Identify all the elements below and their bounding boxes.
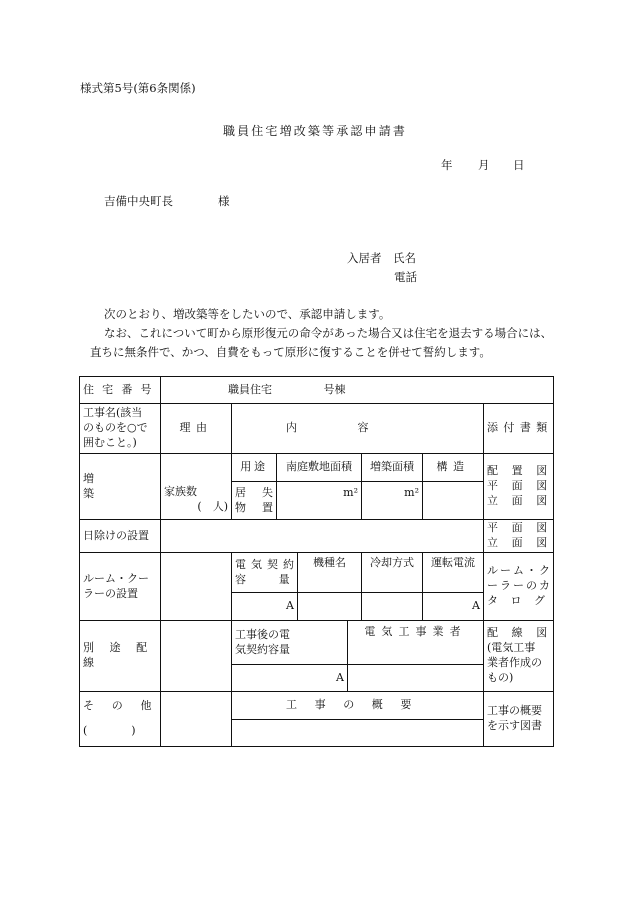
shade-attachments: 平面図 立面図 [484,520,554,553]
reason-header: 理由 [161,404,232,454]
wiring-reason[interactable] [161,621,232,692]
shade-content[interactable] [161,520,484,553]
row-column-headers [80,404,554,454]
date-day-label: 日 [513,158,525,172]
model-name-header: 機種名 [298,553,362,593]
post-work-contract-value[interactable]: A [232,665,348,692]
body-text-line-1: 次のとおり、増改築等をしたいので、承認申請します。 [104,307,391,321]
electrician-header: 電気工事業者 [348,621,484,665]
elec-contract-header: 電気契約 容量 [232,553,298,593]
row-extension-top [80,454,554,482]
other-reason[interactable] [161,692,232,747]
application-form-table [79,376,554,747]
other-label: その他 ( ) [80,692,161,747]
body-text-line-3: 直ちに無条件で、かつ、自費をもって原形に復することを併せて誓約します。 [90,345,491,359]
south-garden-area-header: 南庭敷地面積 [277,454,362,482]
row-wiring-top [80,621,554,665]
usage-header: 用途 [232,454,277,482]
row-house-number [80,377,554,404]
house-number-suffix: 号棟 [323,382,346,396]
post-work-contract-header: 工事後の電 気契約容量 [232,621,348,665]
shade-label: 日除けの設置 [80,520,161,553]
content-header: 内容 [232,404,484,454]
aircon-attachments: ルーム・ク ーラーのカ タログ [484,553,554,621]
row-other-top [80,692,554,720]
structure-header: 構造 [423,454,484,482]
cooling-method-value[interactable] [362,593,423,621]
body-text-line-2: なお、これについて町から原形復元の命令があった場合又は住宅を退去する場合には、 [104,326,553,340]
model-name-value[interactable] [298,593,362,621]
aircon-label: ルーム・クー ラーの設置 [80,553,161,621]
house-number-prefix: 職員住宅 [228,382,272,396]
extension-label: 増築 [80,454,161,520]
family-count-cell[interactable]: 家族数 ( 人) [161,454,232,520]
added-area-header: 増築面積 [362,454,423,482]
cooling-method-header: 冷却方式 [362,553,423,593]
house-number-value-cell[interactable] [161,377,554,404]
operating-current-value[interactable]: A [423,593,484,621]
phone-label: 電話 [394,270,417,284]
document-title: 職員住宅増改築等承認申請書 [222,124,408,138]
work-overview-header: 工事の概要 [232,692,484,720]
work-name-label: 工事名(該当 のものを○で 囲むこと。) [80,404,161,454]
resident-name-label: 入居者 氏名 [347,251,416,265]
elec-contract-value[interactable]: A [232,593,298,621]
aircon-reason[interactable] [161,553,232,621]
addressee: 吉備中央町長 [104,194,173,208]
extension-attachments: 配置図 平面図 立面図 [484,454,554,520]
form-number: 様式第5号(第6条関係) [80,81,196,95]
work-overview-value[interactable] [232,720,484,747]
structure-value[interactable] [423,482,484,520]
row-aircon-top [80,553,554,593]
date-month-label: 月 [478,158,490,172]
overview-attachments: 工事の概要 を示す図書 [484,692,554,747]
added-area-value[interactable]: m² [362,482,423,520]
row-shade [80,520,554,553]
south-garden-area-value[interactable]: m² [277,482,362,520]
honorific: 様 [218,194,230,208]
wiring-attachments: 配線図 (電気工事 業者作成の もの) [484,621,554,692]
date-year-label: 年 [441,158,453,172]
house-number-label: 住宅番号 [80,377,161,404]
separate-wiring-label: 別途配線 [80,621,161,692]
living-room-label: 居 失 物 置 [232,482,277,520]
electrician-value[interactable] [348,665,484,692]
attachments-header: 添付書類 [484,404,554,454]
operating-current-header: 運転電流 [423,553,484,593]
